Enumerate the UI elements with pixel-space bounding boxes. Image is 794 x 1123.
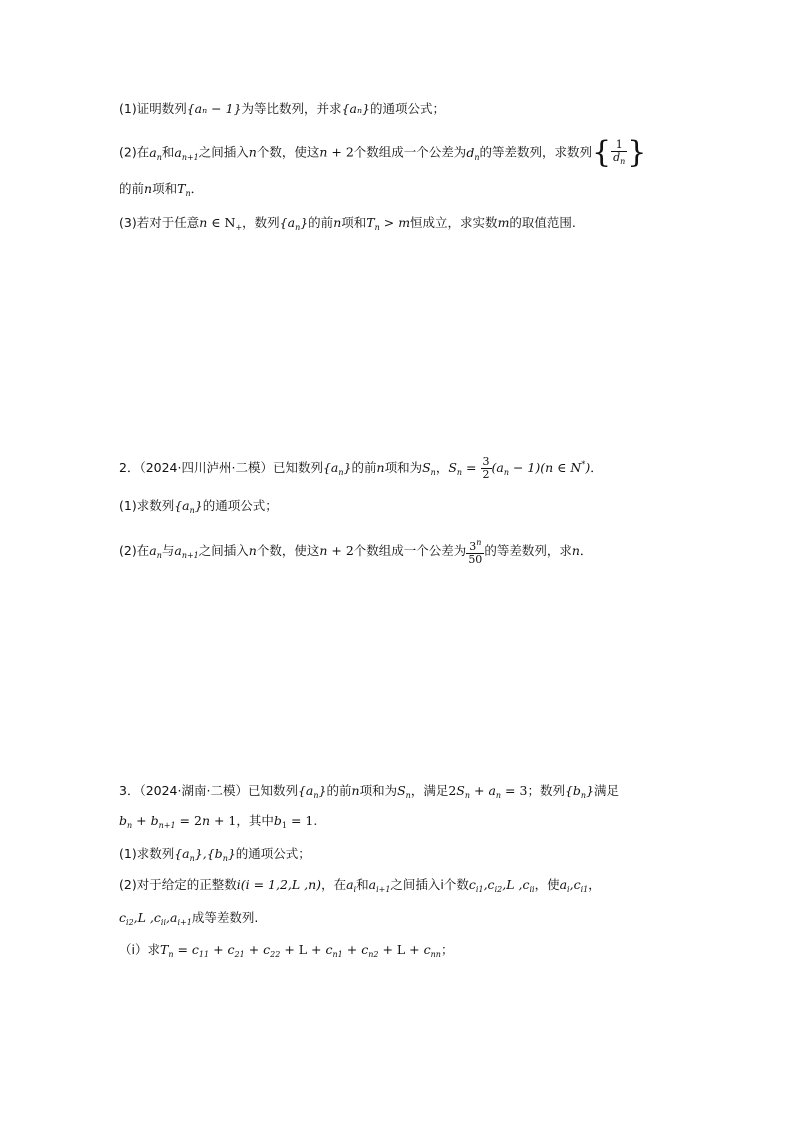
p2-intro-line: 2．（2024·四川泸州·二模）已知数列$\{a_n\}$的前n项和为$S_n$，$S_n$ = $\frac{3}{2}$ $(a_n - 1)(n$ ∈ N*)． — [119, 455, 603, 481]
p3-number: 3． — [119, 783, 140, 798]
p1-q2-line2: 的前n项和$T_n$． — [119, 181, 204, 198]
p3-q2-line: (2)对于给定的正整数i(i = 1,2,L ,n)，在$a_i$和$a_{i+1}$之间插入i个数$c_{i1},c_{i2},L$ $,c_{ii}$，使$a_i,c_{i1}$， — [119, 877, 601, 894]
p3-q1-line: (1)求数列$\{a_n\},\{b_n\}$的通项公式； — [119, 846, 311, 863]
p3-source: （2024·湖南·二模） — [139, 783, 248, 798]
p1-q1-label: (1) — [119, 101, 137, 116]
p3-q2-line2: $c_{i2},L$ $,c_{ii},a_{i+1}$成等差数列. — [119, 910, 259, 927]
p2-source: （2024·四川泸州·二模） — [139, 460, 273, 475]
p3-line2: $b_n + b_{n+1} = 2n + 1$，其中$b_1 = 1$. — [119, 813, 318, 830]
p2-q2-line: (2)在$a_n$与$a_{n+1}$之间插入n个数，使这n + 2个数组成一个公差为 $\frac{3^n}{50}$ 的等差数列，求n． — [119, 538, 593, 566]
p3-intro-line: 3．（2024·湖南·二模）已知数列$\{a_n\}$的前n项和为$S_n$，满足$2S_n + a_n = 3$；数列$\{b_n\}$满足 — [119, 783, 620, 800]
p1-q1-line: (1)证明数列{aₙ − 1}为等比数列，并求{aₙ}的通项公式； — [119, 101, 446, 116]
p1-q2-line: (2)在$a_n$和$a_{n+1}$之间插入n个数，使这n + 2个数组成一个公差为$d_n$的等差数列，求数列{ $\frac{1}{d_n}$ } — [119, 135, 647, 170]
p2-number: 2． — [119, 460, 140, 475]
p1-q1-set: {aₙ − 1} — [186, 101, 242, 116]
p3-sub-i-line: （i）求$T_n = c_{11} + c_{21} + c_{22} + L + c_{n1} + c_{n2} + L + c_{nn}$； — [119, 942, 454, 959]
p1-q3-line: (3)若对于任意n ∈ $N_+$，数列$\{a_n\}$的前n项和$T_n > m$恒成立，求实数m的取值范围. — [119, 215, 576, 232]
p2-q1-line: (1)求数列$\{a_n\}$的通项公式； — [119, 498, 278, 515]
